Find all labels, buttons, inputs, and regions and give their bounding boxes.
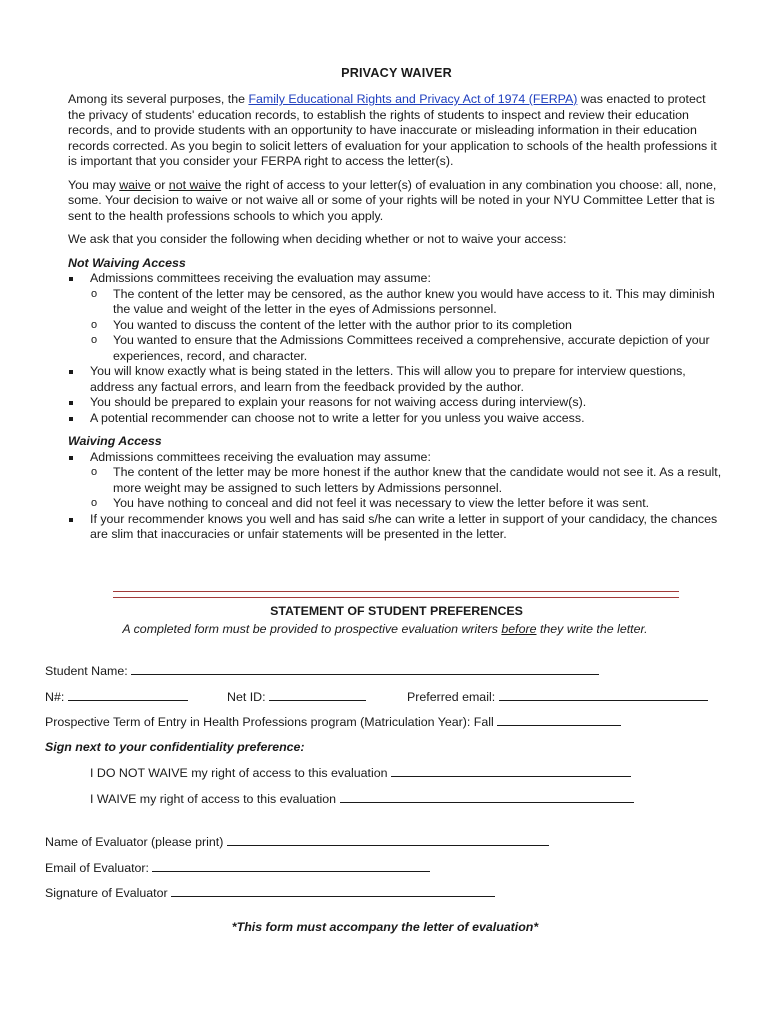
page-title: PRIVACY WAIVER [341,66,452,80]
do-not-waive-signature-field[interactable] [391,765,631,777]
footer-note: *This form must accompany the letter of evaluation* [231,920,539,934]
intro-text-start: Among its several purposes, the [68,92,249,106]
ferpa-link[interactable]: Family Educational Rights and Privacy Act of 1974 (FERPA) [248,92,578,106]
not-waiving-sublist [68,287,724,365]
list-item [68,271,724,364]
evaluator-signature-row [45,885,495,902]
intro-text-end: was enacted to protect the privacy of students' education records, to establish the rights of students to inspect and review their education records, and to provide students with an opportunity to have inaccurate or misleading information in their education records corrected. As you begin to solicit letters of evaluation for your application to schools of the health professions it is important that you consider your FERPA right to access the letter(s). [68,92,717,168]
statement-subtitle [0,622,770,638]
document-body [68,92,724,543]
sublist-item: o You wanted to ensure that the Admissions Committees received a comprehensive, accurate depiction of your experiences, record, and character. [68,333,724,364]
net-id-label: Net ID: [227,690,266,704]
waive-word: waive [119,177,151,192]
sublist-item: o The content of the letter may be censored, as the author knew you would have access to it. This may diminish the value and weight of the letter in the eyes of Admissions personnel. [68,287,724,318]
para2-text-1: You may [68,177,120,192]
list-item: If your recommender knows you well and has said s/he can write a letter in support of your candidacy, the chances are slim that inaccuracies or unfair statements will be presented in the letter. [68,512,724,543]
consider-paragraph: We ask that you consider the following when deciding whether or not to waive your access: [68,232,567,246]
net-id-group [227,689,366,706]
sublist-item: o You wanted to discuss the content of the letter with the author prior to its completion [68,318,724,334]
list-item-text: Admissions committees receiving the evaluation may assume: [90,449,431,464]
student-name-row [45,663,599,680]
preferred-email-field[interactable] [499,689,708,701]
waiving-list [68,450,724,543]
evaluator-email-row [45,860,430,877]
waive-row [90,791,634,808]
student-name-label: Student Name: [45,664,128,678]
not-waive-word: not waive [168,177,222,192]
sign-heading: Sign next to your confidentiality preference: [45,740,305,754]
para2-text-2: or [150,177,169,192]
waive-label: I WAIVE my right of access to this evaluation [90,792,337,806]
id-row [45,689,188,706]
net-id-field[interactable] [269,689,366,701]
intro-paragraph [68,92,724,170]
do-not-waive-row [90,765,631,782]
evaluator-name-field[interactable] [227,834,549,846]
statement-title: STATEMENT OF STUDENT PREFERENCES [270,604,523,618]
not-waiving-list [68,271,724,426]
statement-sub-text-1: A completed form must be provided to prospective evaluation writers [122,622,502,636]
not-waiving-heading: Not Waiving Access [68,255,186,270]
n-number-field[interactable] [68,689,188,701]
evaluator-email-label: Email of Evaluator: [45,861,149,875]
n-number-label: N#: [45,690,65,704]
list-item [68,450,724,512]
evaluator-email-field[interactable] [152,860,430,872]
email-group [407,689,708,706]
statement-sub-text-2: they write the letter. [536,622,648,636]
section-divider [113,591,679,598]
term-entry-field[interactable] [497,714,621,726]
sublist-item: o The content of the letter may be more honest if the author knew that the candidate would not see it. As a result, more weight may be assigned to such letters by Admissions personnel. [68,465,724,496]
evaluator-name-label: Name of Evaluator (please print) [45,835,224,849]
term-entry-label: Prospective Term of Entry in Health Professions program (Matriculation Year): Fall [45,715,494,729]
waiving-sublist [68,465,724,512]
list-item: A potential recommender can choose not to write a letter for you unless you waive access. [68,411,724,427]
term-entry-row [45,714,621,731]
waive-options-paragraph [68,178,724,225]
evaluator-signature-label: Signature of Evaluator [45,886,168,900]
sublist-item: o You have nothing to conceal and did not feel it was necessary to view the letter before it was sent. [68,496,724,512]
list-item: You should be prepared to explain your reasons for not waiving access during interview(s). [68,395,724,411]
evaluator-signature-field[interactable] [171,885,495,897]
before-word: before [501,622,537,636]
list-item-text: Admissions committees receiving the evaluation may assume: [90,271,431,285]
evaluator-name-row [45,834,549,851]
preferred-email-label: Preferred email: [407,690,496,704]
waiving-heading: Waiving Access [68,434,162,448]
waive-signature-field[interactable] [340,791,634,803]
para2-text-3: the right of access to your letter(s) of evaluation in any combination you choose: all, none, some. Your decision to waive or not waive all or some of your rights will be noted in your NYU Committee Letter that is sent to the health professions schools to which you apply. [68,177,717,223]
list-item: You will know exactly what is being stated in the letters. This will allow you to prepare for interview questions, address any factual errors, and learn from the feedback provided by the author. [68,364,724,395]
student-name-field[interactable] [131,663,599,675]
do-not-waive-label: I DO NOT WAIVE my right of access to this evaluation [90,766,388,780]
